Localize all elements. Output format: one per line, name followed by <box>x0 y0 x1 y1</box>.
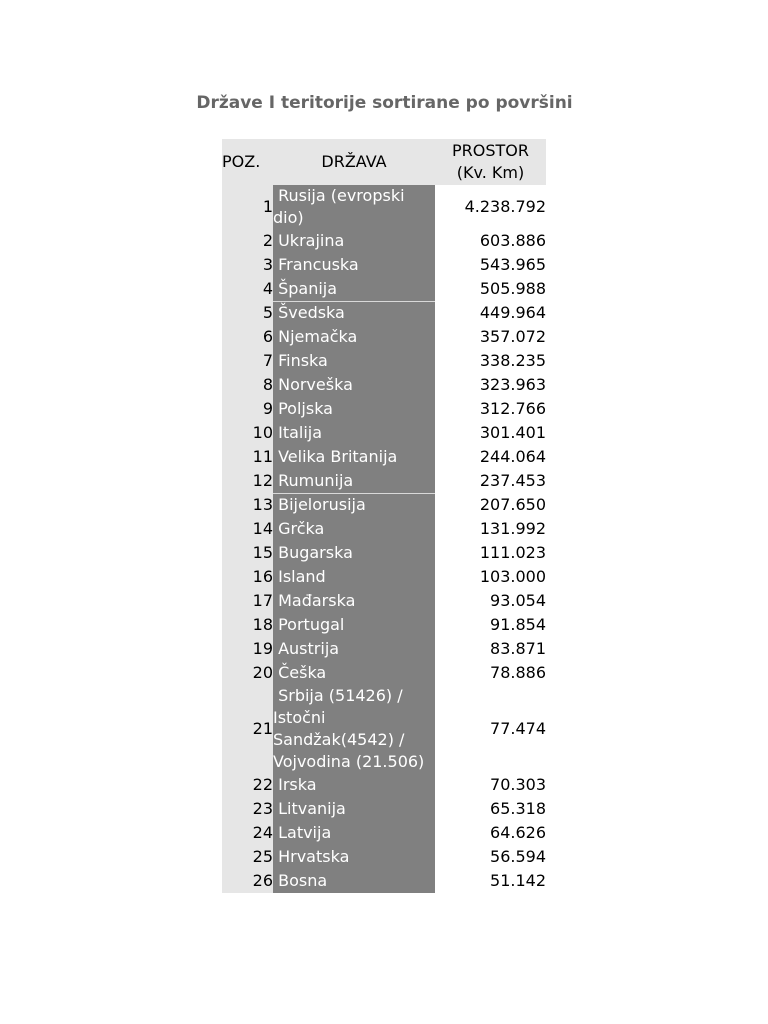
table-row <box>222 637 546 661</box>
row-country: Grčka <box>273 517 435 541</box>
row-position: 5 <box>222 301 273 325</box>
table-row <box>222 397 546 421</box>
row-area: 4.238.792 <box>435 185 546 229</box>
row-country: Island <box>273 565 435 589</box>
row-area: 70.303 <box>435 773 546 797</box>
table-row <box>222 821 546 845</box>
header-area <box>435 139 546 185</box>
row-area: 51.142 <box>435 869 546 893</box>
row-position: 25 <box>222 845 273 869</box>
row-position: 22 <box>222 773 273 797</box>
row-country: Rumunija <box>273 469 435 493</box>
row-area: 237.453 <box>435 469 546 493</box>
table-row <box>222 869 546 893</box>
row-country: Bijelorusija <box>273 493 435 517</box>
row-position: 18 <box>222 613 273 637</box>
row-country: Rusija (evropski dio) <box>273 185 435 229</box>
table-row <box>222 493 546 517</box>
row-area: 244.064 <box>435 445 546 469</box>
row-country: Irska <box>273 773 435 797</box>
area-table <box>222 139 546 893</box>
table-row <box>222 685 546 773</box>
row-area: 543.965 <box>435 253 546 277</box>
row-country: Italija <box>273 421 435 445</box>
row-country: Finska <box>273 349 435 373</box>
row-position: 4 <box>222 277 273 301</box>
table-row <box>222 565 546 589</box>
row-country: Litvanija <box>273 797 435 821</box>
table-row <box>222 613 546 637</box>
row-country: Švedska <box>273 301 435 325</box>
row-area: 603.886 <box>435 229 546 253</box>
row-position: 6 <box>222 325 273 349</box>
row-country: Velika Britanija <box>273 445 435 469</box>
row-country: Češka <box>273 661 435 685</box>
row-position: 14 <box>222 517 273 541</box>
row-country: Poljska <box>273 397 435 421</box>
row-country: Bugarska <box>273 541 435 565</box>
row-area: 449.964 <box>435 301 546 325</box>
row-country: Francuska <box>273 253 435 277</box>
row-position: 11 <box>222 445 273 469</box>
row-country: Austrija <box>273 637 435 661</box>
table-row <box>222 325 546 349</box>
row-country: Njemačka <box>273 325 435 349</box>
row-area: 56.594 <box>435 845 546 869</box>
row-area: 323.963 <box>435 373 546 397</box>
page-title: Države I teritorije sortirane po površini <box>196 93 573 113</box>
row-position: 23 <box>222 797 273 821</box>
row-area: 93.054 <box>435 589 546 613</box>
row-area: 64.626 <box>435 821 546 845</box>
row-area: 83.871 <box>435 637 546 661</box>
table-row <box>222 253 546 277</box>
row-position: 1 <box>222 185 273 229</box>
row-position: 17 <box>222 589 273 613</box>
table-row <box>222 277 546 301</box>
header-position: POZ. <box>222 139 273 185</box>
row-area: 505.988 <box>435 277 546 301</box>
table-row <box>222 373 546 397</box>
row-position: 16 <box>222 565 273 589</box>
row-position: 8 <box>222 373 273 397</box>
row-area: 77.474 <box>435 685 546 773</box>
row-position: 2 <box>222 229 273 253</box>
row-area: 131.992 <box>435 517 546 541</box>
table-row <box>222 661 546 685</box>
row-position: 26 <box>222 869 273 893</box>
row-area: 312.766 <box>435 397 546 421</box>
header-country: DRŽAVA <box>273 139 435 185</box>
table-row <box>222 469 546 493</box>
row-area: 357.072 <box>435 325 546 349</box>
table-row <box>222 845 546 869</box>
row-country: Bosna <box>273 869 435 893</box>
row-position: 13 <box>222 493 273 517</box>
row-position: 19 <box>222 637 273 661</box>
row-position: 21 <box>222 685 273 773</box>
row-country: Norveška <box>273 373 435 397</box>
row-country: Ukrajina <box>273 229 435 253</box>
row-position: 3 <box>222 253 273 277</box>
header-area-line2: (Kv. Km) <box>456 163 525 182</box>
row-country: Hrvatska <box>273 845 435 869</box>
row-area: 111.023 <box>435 541 546 565</box>
row-position: 15 <box>222 541 273 565</box>
row-position: 10 <box>222 421 273 445</box>
table-row <box>222 445 546 469</box>
row-area: 207.650 <box>435 493 546 517</box>
table-row <box>222 589 546 613</box>
row-country: Španija <box>273 277 435 301</box>
row-area: 65.318 <box>435 797 546 821</box>
row-area: 91.854 <box>435 613 546 637</box>
table-body <box>222 185 546 893</box>
table-row <box>222 797 546 821</box>
header-area-line1: PROSTOR <box>452 141 529 160</box>
row-position: 7 <box>222 349 273 373</box>
row-country: Portugal <box>273 613 435 637</box>
table-row <box>222 349 546 373</box>
row-area: 301.401 <box>435 421 546 445</box>
row-country: Srbija (51426) / Istočni Sandžak(4542) / Vojvodina (21.506) <box>273 685 435 773</box>
row-country: Latvija <box>273 821 435 845</box>
table-row <box>222 301 546 325</box>
table-row <box>222 773 546 797</box>
table-row <box>222 421 546 445</box>
row-area: 78.886 <box>435 661 546 685</box>
table-row <box>222 541 546 565</box>
row-area: 103.000 <box>435 565 546 589</box>
table-row <box>222 229 546 253</box>
row-area: 338.235 <box>435 349 546 373</box>
table-row <box>222 185 546 229</box>
table-row <box>222 517 546 541</box>
row-country: Mađarska <box>273 589 435 613</box>
row-position: 9 <box>222 397 273 421</box>
row-position: 20 <box>222 661 273 685</box>
table-header-row <box>222 139 546 185</box>
row-position: 12 <box>222 469 273 493</box>
row-position: 24 <box>222 821 273 845</box>
